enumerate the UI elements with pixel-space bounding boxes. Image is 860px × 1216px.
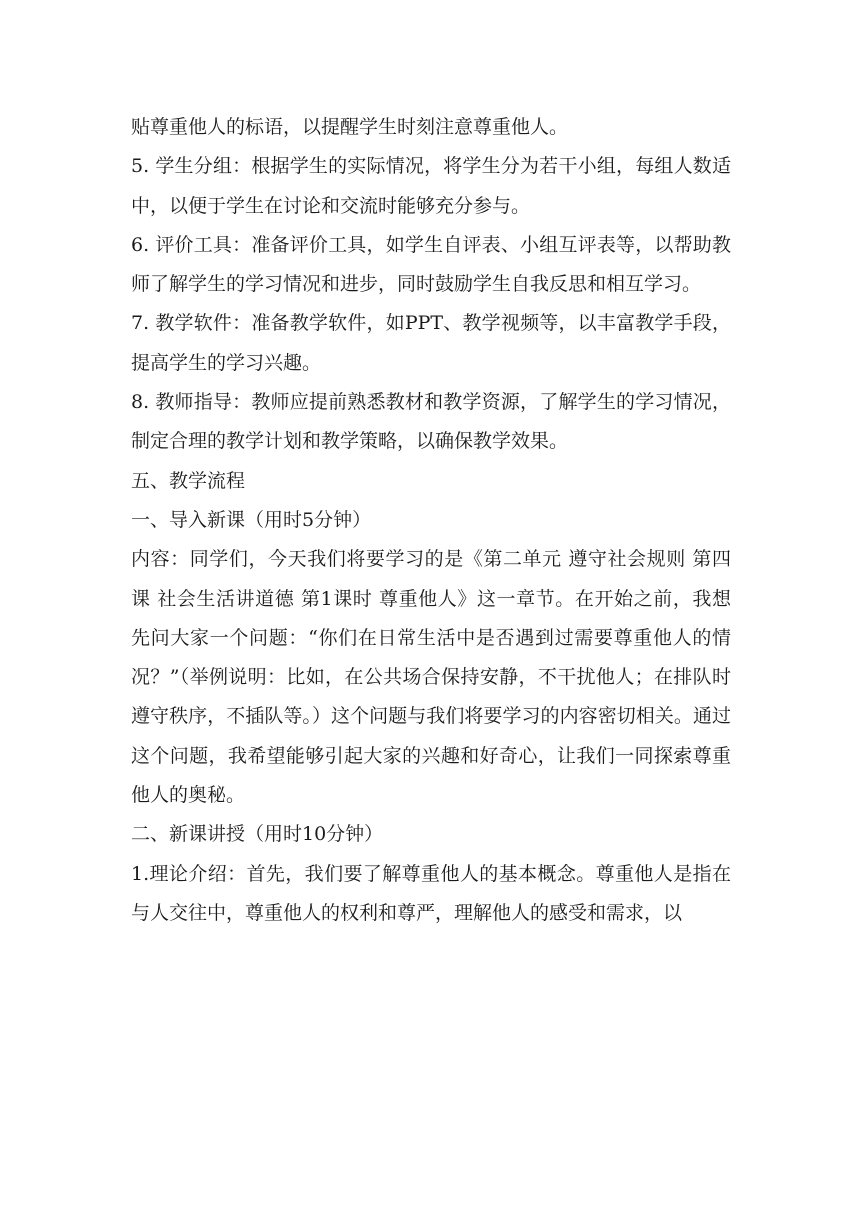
subheading-introduction: 一、导入新课（用时5分钟） [131,508,372,531]
paragraph-slogan-continuation: 贴尊重他人的标语，以提醒学生时刻注意尊重他人。 [131,116,569,138]
section-heading-teaching-process: 五、教学流程 [131,469,246,492]
paragraph-item-8-guidance: 8. 教师指导：教师应提前熟悉教材和教学资源，了解学生的学习情况，制定合理的教学计划和教学策略，以确保教学效果。 [131,391,731,453]
paragraph-item-5-grouping: 5. 学生分组：根据学生的实际情况，将学生分为若干小组，每组人数适中，以便于学生在讨论和交流时能够充分参与。 [131,155,731,217]
subheading-new-lesson: 二、新课讲授（用时10分钟） [131,823,384,846]
paragraph-introduction-content: 内容：同学们，今天我们将要学习的是《第二单元 遵守社会规则 第四课 社会生活讲道德 第1课时 尊重他人》这一章节。在开始之前，我想先问大家一个问题：“你们在日常生活中是否遇到过需要尊重他人的情况？”（举例说明：比如，在公共场合保持安静，不干扰他人；在排队时遵守秩序，不插队等。）这个问题与我们将要学习的内容密切相关。通过这个问题，我希望能够引起大家的兴趣和好奇心，让我们一同探索尊重他人的奥秘。 [131,548,731,807]
paragraph-theory-introduction: 1.理论介绍：首先，我们要了解尊重他人的基本概念。尊重他人是指在与人交往中，尊重他人的权利和尊严，理解他人的感受和需求，以 [131,862,731,924]
paragraph-item-7-software: 7. 教学软件：准备教学软件，如PPT、教学视频等，以丰富教学手段，提高学生的学习兴趣。 [131,312,731,374]
document-body [131,108,731,933]
paragraph-item-6-evaluation: 6. 评价工具：准备评价工具，如学生自评表、小组互评表等，以帮助教师了解学生的学习情况和进步，同时鼓励学生自我反思和相互学习。 [131,233,731,296]
